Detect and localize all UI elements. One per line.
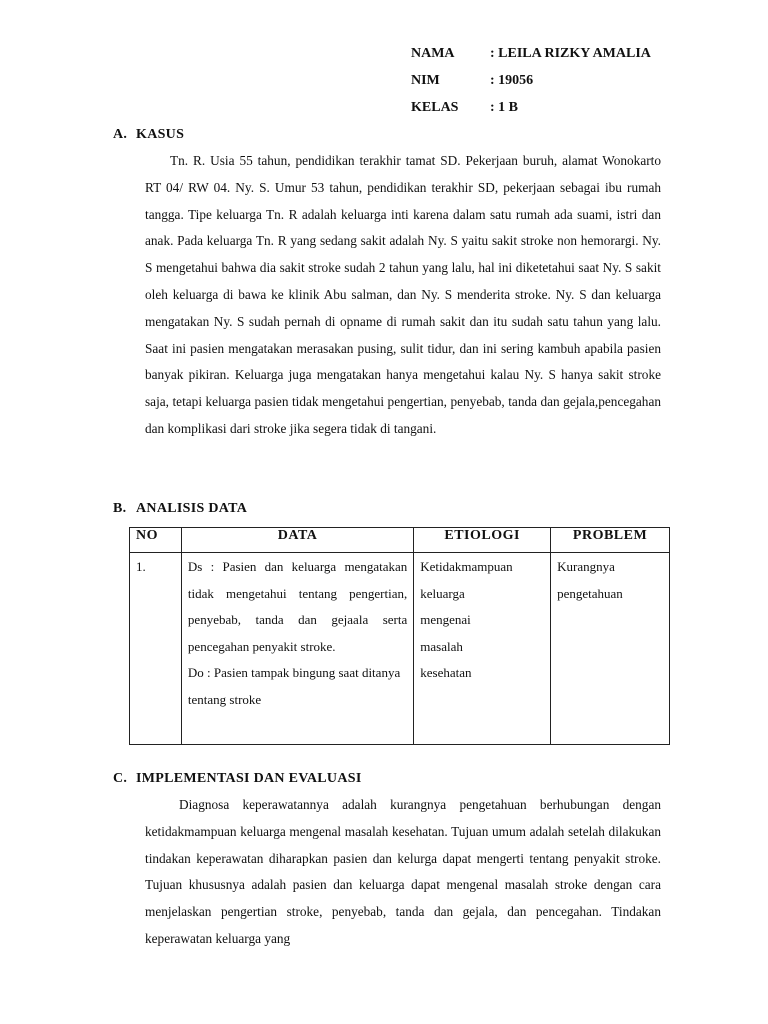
nim-value: : 19056 bbox=[490, 73, 534, 88]
etiologi-line: kesehatan bbox=[420, 665, 472, 680]
data-do: Do : Pasien tampak bingung saat ditanya tentang stroke bbox=[187, 665, 401, 707]
cell-etiologi bbox=[414, 553, 551, 745]
etiologi-line: masalah bbox=[420, 638, 463, 654]
problem-line: Kurangnya bbox=[557, 559, 615, 574]
section-b-title: ANALISIS DATA bbox=[136, 501, 248, 516]
analysis-table bbox=[129, 527, 670, 745]
section-c-body: Diagnosa keperawatannya adalah kurangnya pengetahuan berhubungan dengan ketidakmampuan keluarga mengenal masalah kesehatan. Tujuan umum adalah setelah dilakukan tindakan keperawatan diharapkan pasien dan kelurga dapat mengerti tentang penyakit stroke. Tujuan khususnya adalah pasien dan keluarga dapat mengenal masalah stroke dengan cara menjelaskan pengertian stroke, penyebab, tanda dan gejala, dan pencegahan. Tindakan keperawatan keluarga yang bbox=[145, 797, 661, 946]
section-c-title: IMPLEMENTASI DAN EVALUASI bbox=[136, 771, 362, 786]
nama-value: : LEILA RIZKY AMALIA bbox=[490, 46, 651, 61]
section-b-number: B. bbox=[113, 501, 127, 516]
kelas-label: KELAS bbox=[411, 100, 459, 115]
cell-no: 1. bbox=[130, 553, 182, 745]
section-a-number: A. bbox=[113, 127, 128, 142]
etiologi-line: mengenai bbox=[420, 612, 471, 627]
section-a-title: KASUS bbox=[136, 127, 185, 142]
data-ds: Ds : Pasien dan keluarga mengatakan tidak mengetahui tentang pengertian, penyebab, tanda dan gejaala serta pencegahan penyakit stroke. bbox=[187, 559, 408, 654]
col-header-data: DATA bbox=[181, 528, 413, 553]
section-c-heading bbox=[113, 771, 362, 787]
nim-label: NIM bbox=[411, 73, 440, 88]
col-header-problem: PROBLEM bbox=[551, 528, 670, 553]
nama-label: NAMA bbox=[411, 46, 455, 61]
col-header-etiologi: ETIOLOGI bbox=[414, 528, 551, 553]
section-c-number: C. bbox=[113, 771, 128, 786]
etiologi-line: Ketidakmampuan bbox=[420, 559, 513, 574]
table-header-row bbox=[130, 528, 670, 553]
section-a-body: Tn. R. Usia 55 tahun, pendidikan terakhir tamat SD. Pekerjaan buruh, alamat Wonokarto RT 04/ RW 04. Ny. S. Umur 53 tahun, pendidikan terakhir SD, pekerjaan sebagai ibu rumah tangga. Tipe keluarga Tn. R adalah keluarga inti karena dalam satu rumah ada suami, istri dan anak. Pada keluarga Tn. R yang sedang sakit adalah Ny. S yaitu sakit stroke non hemorargi. Ny. S mengetahui bahwa dia sakit stroke sudah 2 tahun yang lalu, hal ini diketetahui saat Ny. S sakit oleh keluarga di bawa ke klinik Abu salman, dan Ny. S menderita stroke. Ny. S dan keluarga mengatakan Ny. S sudah pernah di opname di rumah sakit dan itu sudah satu tahun yang lalu. Saat ini pasien mengatakan merasakan pusing, sulit tidur, dan ini sering kambuh apabila pasien banyak pikiran. Keluarga juga mengatakan hanya mengetahui kalau Ny. S hanya sakit stroke saja, tetapi keluarga pasien tidak mengetahui pengertian, penyebab, tanda dan gejala,pencegahan dan komplikasi dari stroke jika segera tidak di tangani. bbox=[145, 153, 661, 436]
cell-problem bbox=[551, 553, 670, 745]
problem-line: pengetahuan bbox=[557, 585, 623, 601]
col-header-no: NO bbox=[130, 528, 182, 553]
etiologi-line: keluarga bbox=[420, 585, 465, 601]
table-row bbox=[130, 553, 670, 745]
section-a-heading bbox=[113, 127, 184, 143]
cell-data bbox=[181, 553, 413, 745]
kelas-value: : 1 B bbox=[490, 100, 518, 115]
section-b-heading bbox=[113, 501, 247, 517]
